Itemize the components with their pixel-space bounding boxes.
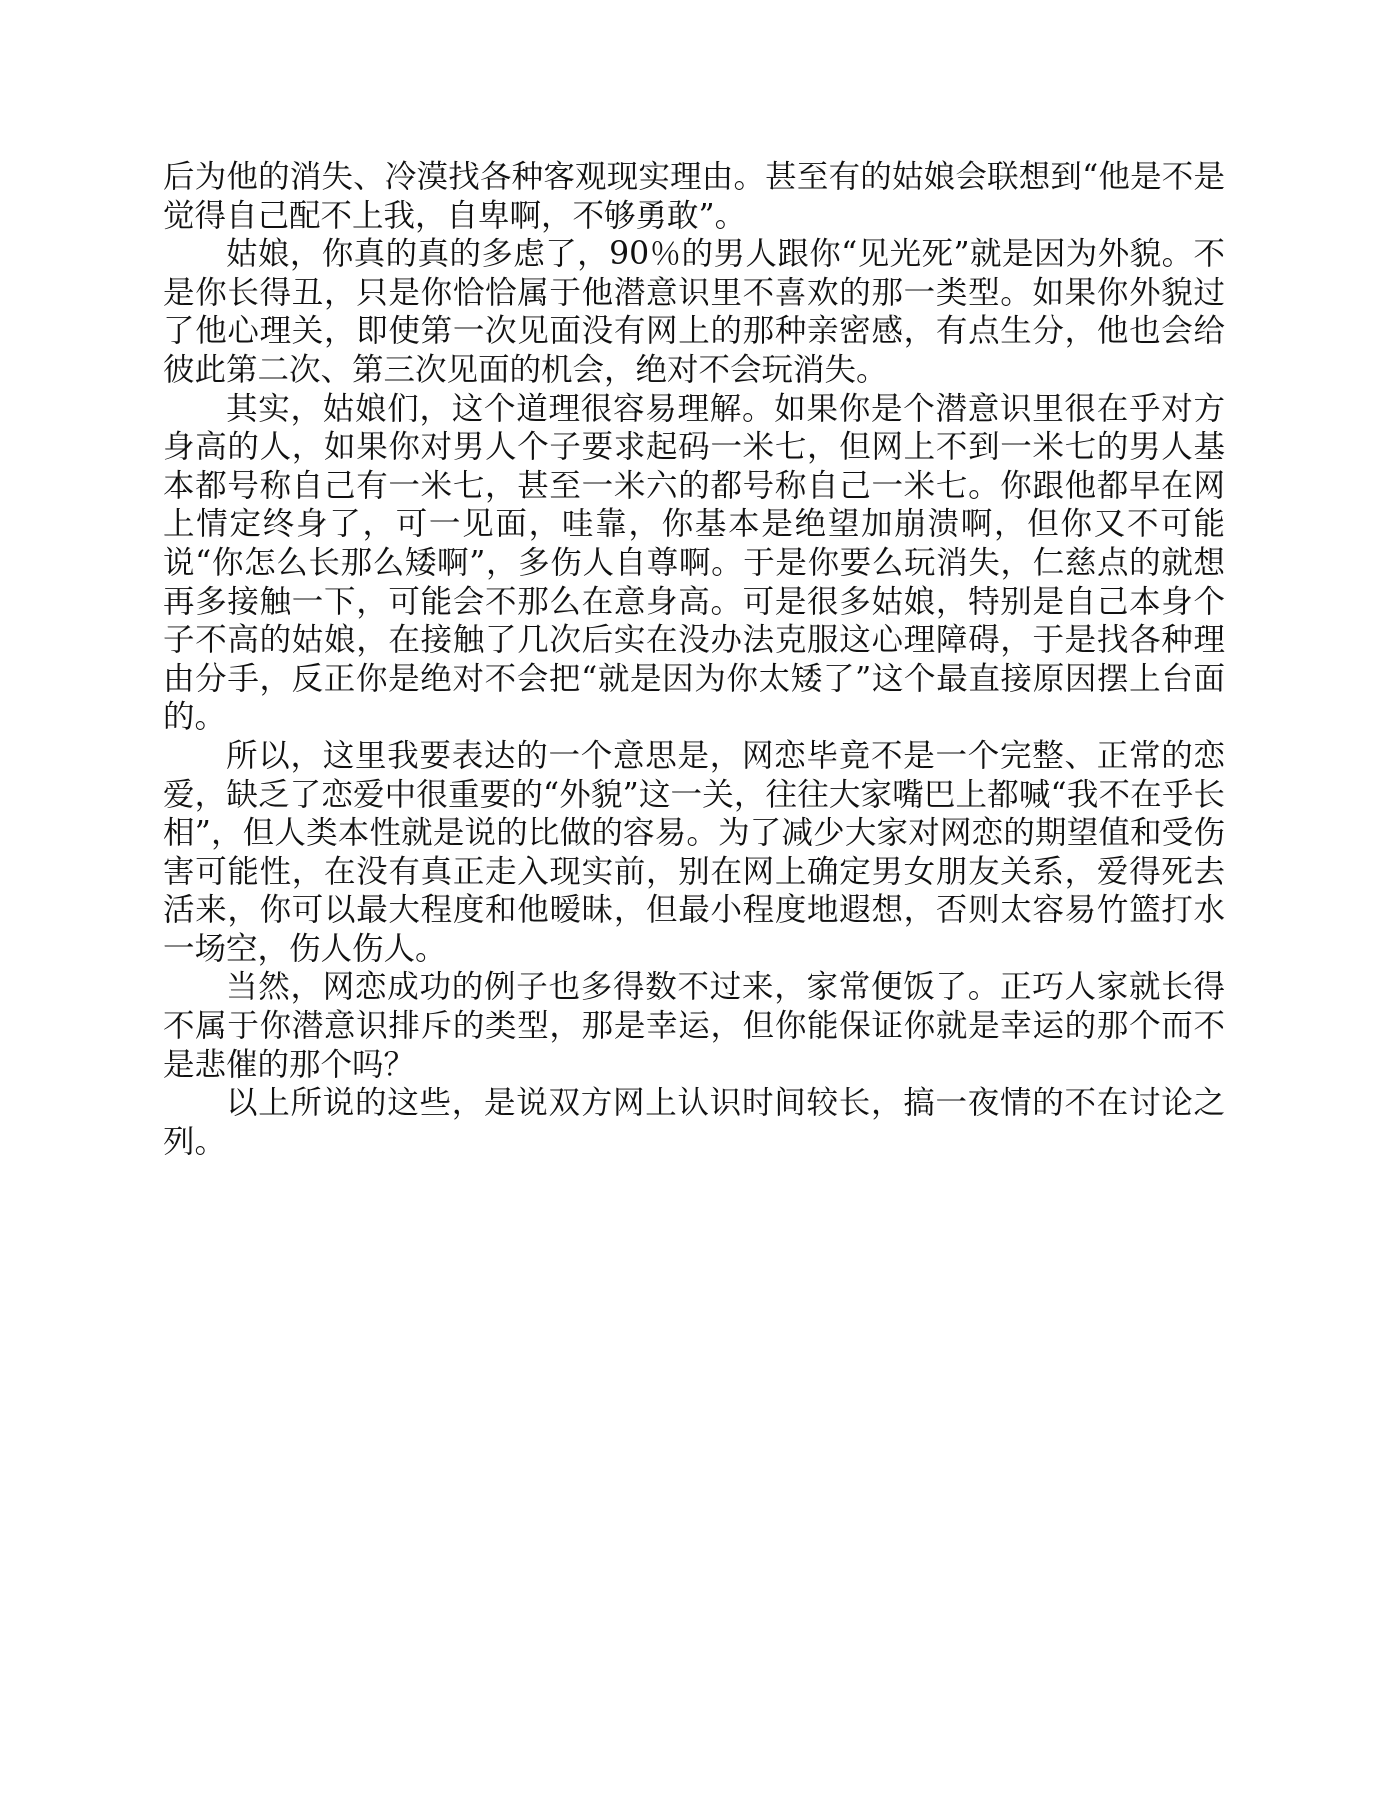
paragraph-height-example: 其实，姑娘们，这个道理很容易理解。如果你是个潜意识里很在乎对方身高的人，如果你对男人个子要求起码一米七，但网上不到一米七的男人基本都号称自己有一米七，甚至一米六的都号称自己一米七。你跟他都早在网上情定终身了，可一见面，哇靠，你基本是绝望加崩溃啊，但你又不可能说“你怎么长那么矮啊”，多伤人自尊啊。于是你要么玩消失，仁慈点的就想再多接触一下，可能会不那么在意身高。可是很多姑娘，特别是自己本身个子不高的姑娘，在接触了几次后实在没办法克服这心理障碍，于是找各种理由分手，反正你是绝对不会把“就是因为你太矮了”这个最直接原因摆上台面的。 (163, 390, 1225, 736)
paragraph-scope-note: 以上所说的这些，是说双方网上认识时间较长，搞一夜情的不在讨论之列。 (163, 1085, 1225, 1160)
document-page (163, 158, 1225, 1161)
paragraph-main-point: 所以，这里我要表达的一个意思是，网恋毕竟不是一个完整、正常的恋爱，缺乏了恋爱中很重要的“外貌”这一关，往往大家嘴巴上都喊“我不在乎长相”，但人类本性就是说的比做的容易。为了减少大家对网恋的期望值和受伤害可能性，在没有真正走入现实前，别在网上确定男女朋友关系，爱得死去活来，你可以最大程度和他暧昧，但最小程度地遐想，否则太容易竹篮打水一场空，伤人伤人。 (163, 737, 1225, 967)
paragraph-appearance: 姑娘，你真的真的多虑了，90％的男人跟你“见光死”就是因为外貌。不是你长得丑，只是你恰恰属于他潜意识里不喜欢的那一类型。如果你外貌过了他心理关，即使第一次见面没有网上的那种亲密感，有点生分，他也会给彼此第二次、第三次见面的机会，绝对不会玩消失。 (163, 236, 1225, 388)
paragraph-continued: 后为他的消失、冷漠找各种客观现实理由。甚至有的姑娘会联想到“他是不是觉得自己配不上我，自卑啊，不够勇敢”。 (163, 159, 1225, 234)
paragraph-success-cases: 当然，网恋成功的例子也多得数不过来，家常便饭了。正巧人家就长得不属于你潜意识排斥的类型，那是幸运，但你能保证你就是幸运的那个而不是悲催的那个吗？ (163, 969, 1225, 1083)
